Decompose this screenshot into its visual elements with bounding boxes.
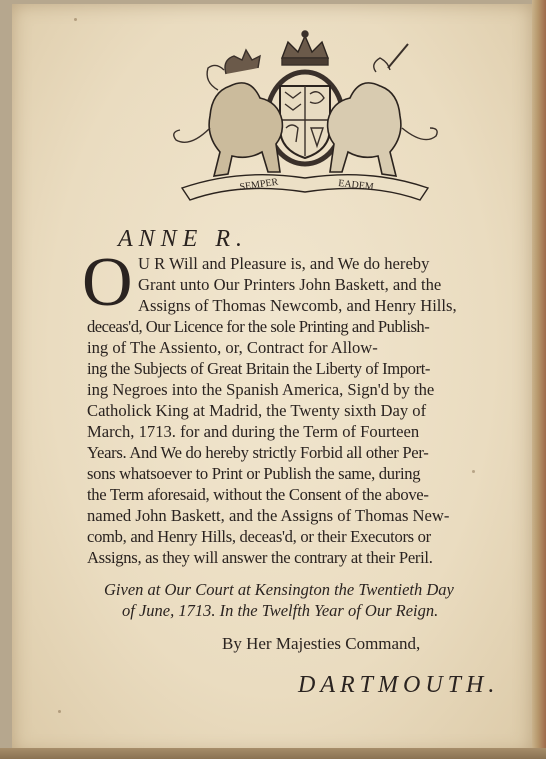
body-line: deceas'd, Our Licence for the sole Printing and Publish- bbox=[87, 317, 430, 336]
body-line: Assigns of Thomas Newcomb, and Henry Hills, bbox=[138, 296, 457, 315]
body-line: ing of The Assiento, or, Contract for Allow- bbox=[87, 338, 378, 357]
body-line: ing Negroes into the Spanish America, Sign'd by the bbox=[87, 380, 435, 399]
royal-coat-of-arms bbox=[170, 28, 440, 203]
binding-edge bbox=[532, 0, 546, 759]
body-line: ing the Subjects of Great Britain the Liberty of Import- bbox=[87, 359, 431, 378]
motto-right: EADEM bbox=[337, 178, 375, 193]
body-line: Catholick King at Madrid, the Twenty sixth Day of bbox=[87, 401, 427, 420]
motto-left: SEMPER bbox=[238, 176, 279, 193]
foxing-spot bbox=[300, 514, 304, 518]
body-line: Grant unto Our Printers John Baskett, and the bbox=[138, 275, 442, 294]
command-line: By Her Majesties Command, bbox=[222, 634, 421, 653]
page-bottom-edge bbox=[0, 748, 546, 759]
foxing-spot bbox=[472, 470, 475, 473]
given-line: Given at Our Court at Kensington the Twentieth Day bbox=[104, 580, 454, 599]
body-line: comb, and Henry Hills, deceas'd, or their Executors or bbox=[87, 527, 431, 546]
body-line: U R Will and Pleasure is, and We do hereby bbox=[138, 254, 430, 273]
body-line: sons whatsoever to Print or Publish the same, during bbox=[87, 464, 421, 483]
given-line: of June, 1713. In the Twelfth Year of Our Reign. bbox=[122, 601, 439, 620]
signature: DARTMOUTH. bbox=[298, 672, 500, 698]
body-line: Years. And We do hereby strictly Forbid all other Per- bbox=[87, 443, 429, 462]
body-line: named John Baskett, and the Assigns of Thomas New- bbox=[87, 506, 450, 525]
foxing-spot bbox=[74, 18, 77, 21]
proclamation-heading: ANNE R. bbox=[118, 226, 248, 252]
drop-cap: O bbox=[82, 244, 133, 321]
body-line: March, 1713. for and during the Term of Fourteen bbox=[87, 422, 420, 441]
foxing-spot bbox=[58, 710, 61, 713]
body-line: the Term aforesaid, without the Consent of the above- bbox=[87, 485, 429, 504]
body-line: Assigns, as they will answer the contrary at their Peril. bbox=[87, 548, 433, 567]
